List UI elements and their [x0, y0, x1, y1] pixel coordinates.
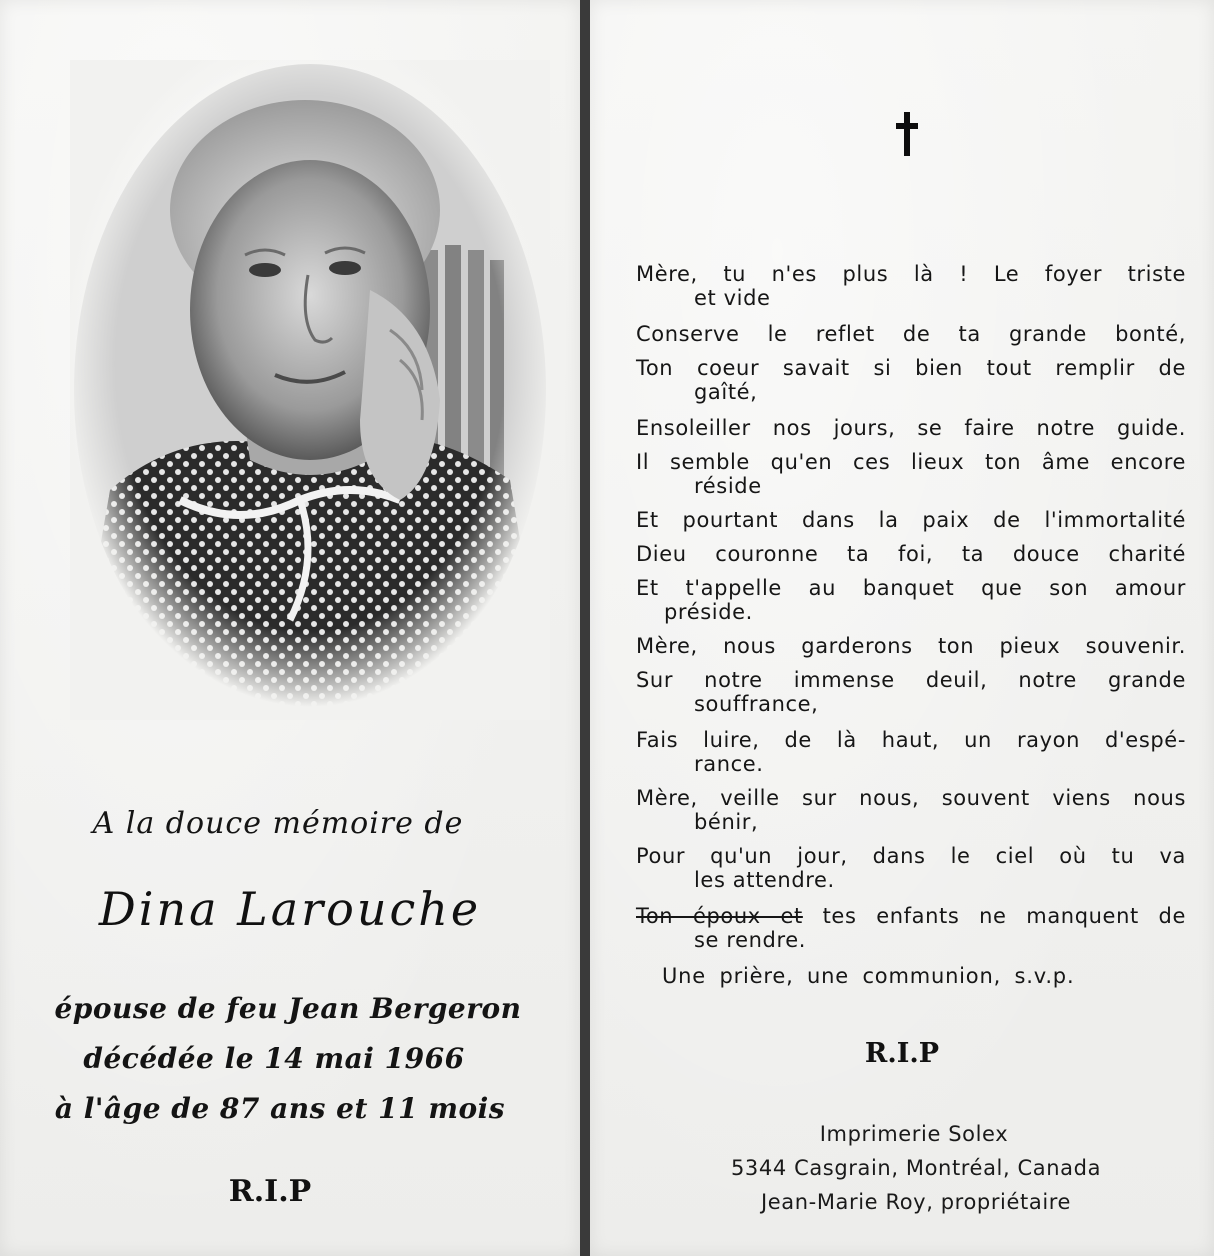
printer-address: 5344 Casgrain, Montréal, Canada	[730, 1156, 1102, 1180]
poem-line: Et t'appelle au banquet que son amour préside.	[636, 576, 1186, 624]
left-card	[0, 0, 580, 1256]
poem-line-last: Ton époux et tes enfants ne manquent de se rendre.	[636, 904, 1186, 952]
poem-line: Mère, nous garderons ton pieux souvenir.	[636, 634, 1186, 658]
age-line: à l'âge de 87 ans et 11 mois	[54, 1092, 506, 1125]
poem-line: Ton coeur savait si bien tout remplir de gaîté,	[636, 356, 1186, 404]
deceased-name: Dina Larouche	[98, 882, 482, 936]
poem-line: Pour qu'un jour, dans le ciel où tu va les attendre.	[636, 844, 1186, 892]
spouse-line: épouse de feu Jean Bergeron	[54, 992, 522, 1025]
printer-owner: Jean-Marie Roy, propriétaire	[760, 1190, 1072, 1214]
poem-line: Dieu couronne ta foi, ta douce charité	[636, 542, 1186, 566]
poem-line: Et pourtant dans la paix de l'immortalité	[636, 508, 1186, 532]
latin-cross-icon	[896, 112, 918, 156]
printer-name: Imprimerie Solex	[819, 1122, 1009, 1146]
portrait-photo	[70, 60, 550, 720]
struck-text: Ton époux et	[636, 904, 803, 928]
memorial-heading: A la douce mémoire de	[92, 806, 464, 841]
rip-left: R.I.P	[228, 1174, 312, 1209]
death-date-line: décédée le 14 mai 1966	[83, 1042, 465, 1075]
portrait-image	[70, 60, 550, 720]
poem-line: Sur notre immense deuil, notre grande souffrance,	[636, 668, 1186, 716]
poem-line: Mère, tu n'es plus là ! Le foyer triste et vide	[636, 262, 1186, 310]
poem-line: Conserve le reflet de ta grande bonté,	[636, 322, 1186, 346]
prayer-request: Une prière, une communion, s.v.p.	[662, 964, 1075, 988]
last-line-rest: tes enfants ne manquent de	[822, 904, 1186, 928]
poem-line: Fais luire, de là haut, un rayon d'espé- rance.	[636, 728, 1186, 776]
poem-line: Ensoleiller nos jours, se faire notre guide.	[636, 416, 1186, 440]
rip-right: R.I.P	[864, 1038, 940, 1069]
poem-line: Mère, veille sur nous, souvent viens nous bénir,	[636, 786, 1186, 834]
poem-line: Il semble qu'en ces lieux ton âme encore réside	[636, 450, 1186, 498]
